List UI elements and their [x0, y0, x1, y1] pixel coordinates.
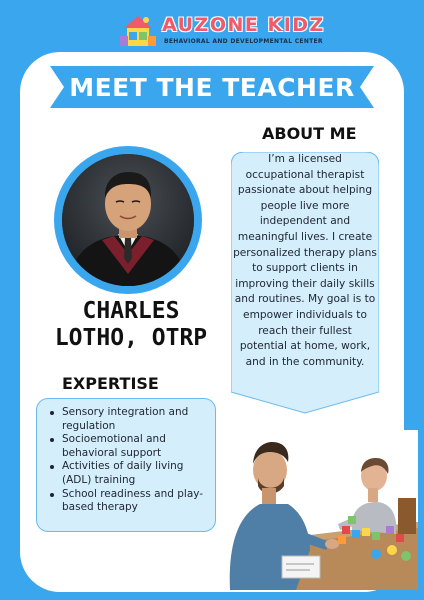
teacher-name: CHARLES LOTHO, OTRP: [54, 298, 208, 351]
expertise-item-text: Sensory integration and regulation: [62, 406, 189, 432]
bullet-icon: [50, 493, 54, 497]
expertise-item-text: Socioemotional and behavioral support: [62, 433, 166, 459]
bullet-icon: [50, 438, 54, 442]
title-banner: [50, 66, 374, 108]
expertise-item-text: School readiness and play-based therapy: [62, 487, 204, 514]
expertise-item: [46, 488, 214, 515]
brand-name: AUZONE KIDZ: [162, 14, 325, 36]
brand-tagline: BEHAVIORAL AND DEVELOPMENTAL CENTER: [164, 38, 323, 45]
expertise-item-text: Activities of daily living (ADL) training: [62, 460, 184, 486]
house-with-blocks-icon: [118, 12, 158, 48]
expertise-item: [46, 406, 214, 433]
expertise-box: [36, 398, 216, 532]
teacher-photo: [62, 154, 194, 286]
expertise-list: [46, 406, 214, 515]
about-box: [231, 152, 379, 414]
expertise-heading: EXPERTISE: [62, 374, 159, 393]
expertise-item: [46, 433, 214, 460]
brand-logo: [118, 10, 325, 50]
bullet-icon: [50, 411, 54, 415]
expertise-item: [46, 460, 214, 487]
therapy-session-photo: [226, 430, 418, 590]
bullet-icon: [50, 465, 54, 469]
about-text: I’m a licensed occupational therapist passionate about helping people live more independent and meaningful lives. I create personalized therapy plans to support clients in improving their daily skills and routines. My goal is to empower individuals to reach their fullest potential at home, work, and in the community.: [233, 153, 377, 368]
about-heading: ABOUT ME: [262, 124, 357, 143]
teacher-portrait: [62, 154, 194, 286]
page-title: MEET THE TEACHER: [69, 72, 355, 102]
